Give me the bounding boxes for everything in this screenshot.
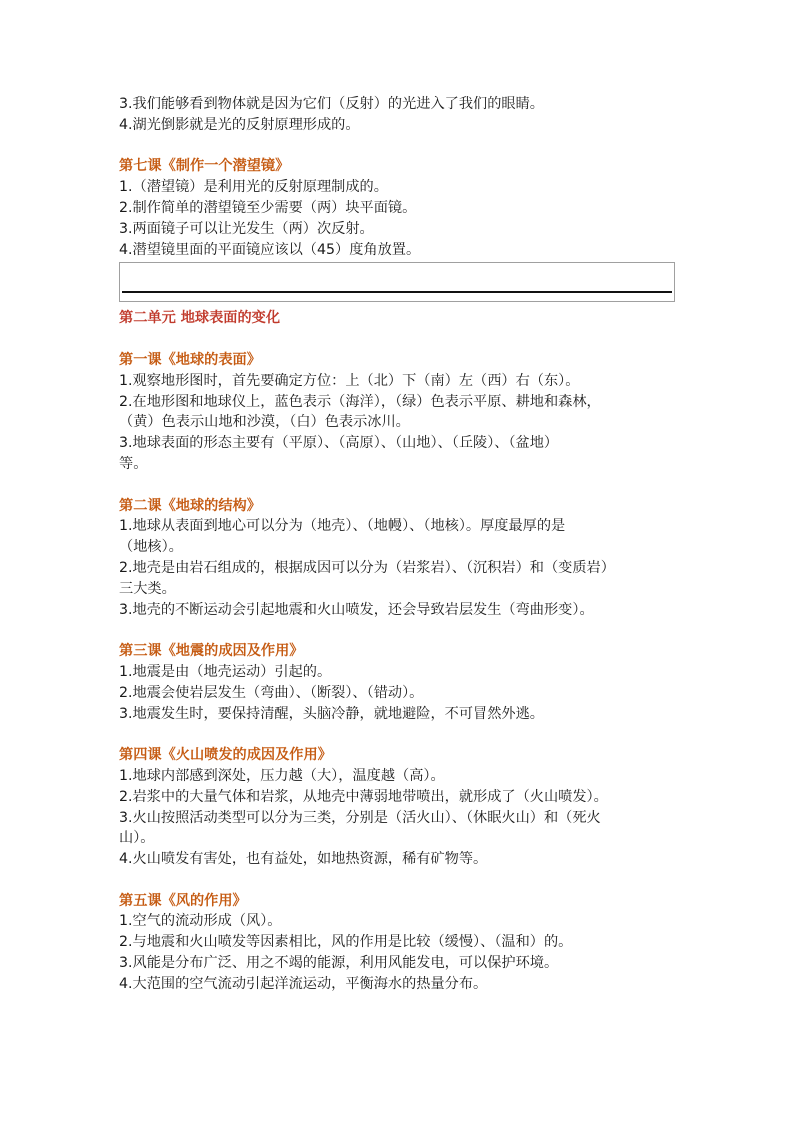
text-line: 3.地震发生时，要保持清醒，头脑冷静，就地避险，不可冒然外逃。 (119, 705, 544, 722)
text-line: 2.在地形图和地球仪上，蓝色表示（海洋），（绿）色表示平原、耕地和森林， (119, 393, 601, 410)
text-line: 1.地震是由（地壳运动）引起的。 (119, 663, 332, 680)
lesson-heading: 第七课《制作一个潜望镜》 (119, 158, 290, 175)
spacer (119, 870, 679, 891)
text-line: 2.地震会使岩层发生（弯曲）、（断裂）、（错动）。 (119, 684, 424, 701)
spacer (119, 620, 679, 641)
text-line: 1.（潜望镜）是利用光的反射原理制成的。 (119, 179, 388, 196)
text-line: 三大类。 (119, 580, 176, 597)
lesson-heading: 第二课《地球的结构》 (119, 497, 261, 514)
text-line: （黄）色表示山地和沙漠，（白）色表示冰川。 (119, 414, 410, 431)
text-line: 等。 (119, 455, 148, 472)
text-line: 2.岩浆中的大量气体和岩浆，从地壳中薄弱地带喷出，就形成了（火山喷发）。 (119, 788, 608, 805)
lesson-heading: 第五课《风的作用》 (119, 892, 247, 909)
text-line: 4.大范围的空气流动引起洋流运动，平衡海水的热量分布。 (119, 975, 488, 992)
text-line: 山）。 (119, 830, 155, 847)
text-line: 2.地壳是由岩石组成的，根据成因可以分为（岩浆岩）、（沉积岩）和（变质岩） (119, 559, 615, 576)
text-line: 3.我们能够看到物体就是因为它们（反射）的光进入了我们的眼睛。 (119, 96, 544, 112)
spacer (119, 475, 679, 496)
spacer (119, 329, 679, 350)
text-line: 3.两面镜子可以让光发生（两）次反射。 (119, 220, 374, 237)
text-line: 3.地壳的不断运动会引起地震和火山喷发，还会导致岩层发生（弯曲形变）。 (119, 601, 594, 618)
lesson-heading: 第三课《地震的成因及作用》 (119, 643, 304, 660)
text-line: 4.潜望镜里面的平面镜应该以（45）度角放置。 (119, 241, 421, 258)
text-line: 2.制作简单的潜望镜至少需要（两）块平面镜。 (119, 199, 417, 216)
lesson-heading: 第一课《地球的表面》 (119, 351, 261, 368)
spacer (119, 136, 679, 157)
text-line: 4.湖光倒影就是光的反射原理形成的。 (119, 116, 360, 133)
text-line: 2.与地震和火山喷发等因素相比，风的作用是比较（缓慢）、（温和）的。 (119, 934, 573, 951)
text-line: （地核）。 (119, 539, 183, 556)
page-break-box (119, 262, 675, 302)
spacer (119, 724, 679, 745)
text-line: 1.观察地形图时，首先要确定方位：上（北）下（南）左（西）右（东）。 (119, 372, 580, 389)
horizontal-rule (122, 291, 672, 293)
document-page (119, 94, 679, 995)
text-line: 1.空气的流动形成（风）。 (119, 913, 282, 930)
text-line: 1.地球内部感到深处，压力越（大），温度越（高）。 (119, 767, 445, 784)
lesson-heading: 第四课《火山喷发的成因及作用》 (119, 747, 332, 764)
text-line: 3.风能是分布广泛、用之不竭的能源，利用风能发电，可以保护环境。 (119, 955, 559, 972)
text-line: 1.地球从表面到地心可以分为（地壳）、（地幔）、（地核）。厚度最厚的是 (119, 518, 566, 535)
unit-heading: 第二单元 地球表面的变化 (119, 310, 281, 327)
text-line: 3.地球表面的形态主要有（平原）、（高原）、（山地）、（丘陵）、（盆地） (119, 435, 559, 452)
text-line: 3.火山按照活动类型可以分为三类，分别是（活火山）、（休眠火山）和（死火 (119, 809, 601, 826)
text-line: 4.火山喷发有害处，也有益处，如地热资源，稀有矿物等。 (119, 851, 488, 868)
